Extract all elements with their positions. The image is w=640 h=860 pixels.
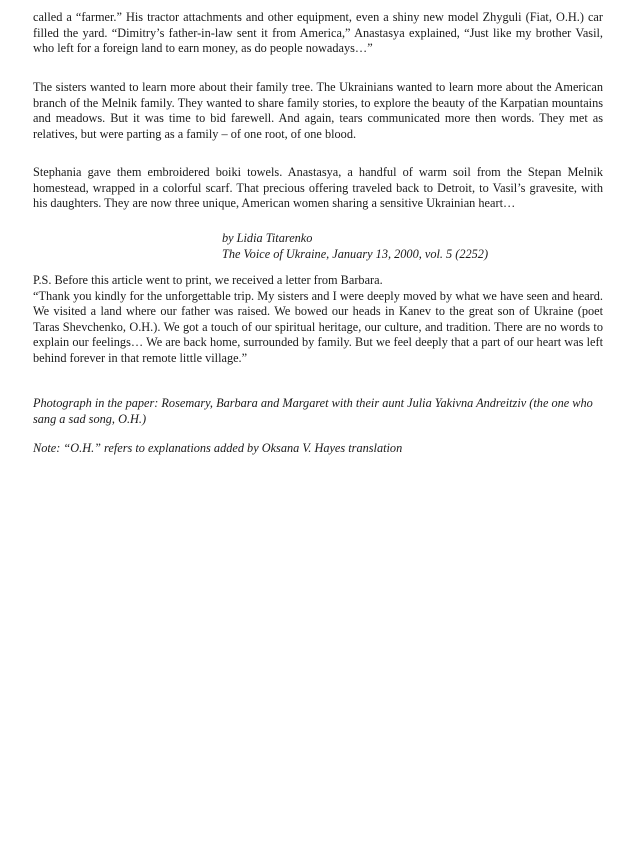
postscript-intro: P.S. Before this article went to print, we received a letter from Barbara.: [33, 273, 383, 287]
translation-note: Note: “O.H.” refers to explanations added by Oksana V. Hayes translation: [33, 441, 403, 455]
photo-caption: Photograph in the paper: Rosemary, Barbara and Margaret with their aunt Julia Yakivna Andreitziv (the one who sang a sad song, O.H.): [33, 396, 593, 426]
postscript-letter: “Thank you kindly for the unforgettable trip. My sisters and I were deeply moved by what we have seen and heard. We visited a land where our father was raised. We bowed our heads in Kanev to the great son of Ukraine (poet Taras Shevchenko, O.H.). We got a touch of our spiritual heritage, our culture, and tradition. There are no words to explain our feelings… We are back home, surrounded by family. But we feel deeply that a part of our heart was left behind forever in that remote little village.”: [33, 288, 603, 365]
byline-source: The Voice of Ukraine, January 13, 2000, vol. 5 (2252): [222, 247, 489, 261]
paragraph-text: The sisters wanted to learn more about their family tree. The Ukrainians wanted to learn more about the American branch of the Melnik family. They wanted to share family stories, to explore the beauty of the Karpatian mountains and meadows. But it was time to bid farewell. And again, tears communicated more then words. They met as relatives, but were parting as a family – of one root, of one blood.: [33, 80, 603, 141]
paragraph-farmer: [33, 10, 603, 57]
byline-author: by Lidia Titarenko: [222, 231, 313, 245]
paragraph-family-tree: [33, 80, 603, 142]
paragraph-text: called a “farmer.” His tractor attachments and other equipment, even a shiny new model Zhyguli (Fiat, O.H.) car filled the yard. “Dimitry’s father-in-law sent it from America,” Anastasya explained, “Just like my brother Vasil, who left for a foreign land to earn money, as do people nowadays…”: [33, 10, 603, 56]
paragraph-text: Stephania gave them embroidered boiki towels. Anastasya, a handful of warm soil from the Stepan Melnik homestead, wrapped in a colorful scarf. That precious offering traveled back to Detroit, to Vasil’s gravesite, with his daughters. They are now three unique, American women sharing a sensitive Ukrainian heart…: [33, 165, 603, 211]
paragraph-towels: [33, 165, 603, 212]
postscript: [33, 273, 603, 367]
